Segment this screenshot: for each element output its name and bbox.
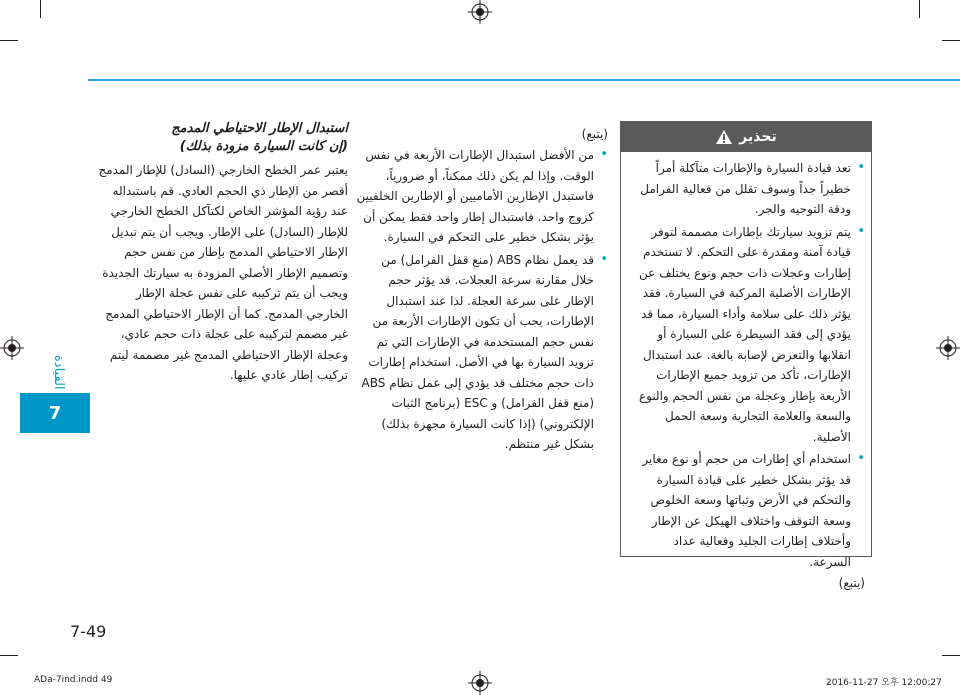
registration-mark-icon bbox=[468, 0, 492, 24]
crop-mark bbox=[0, 655, 18, 656]
page-number: 7-49 bbox=[70, 622, 107, 641]
registration-mark-icon bbox=[468, 671, 492, 695]
crop-mark bbox=[942, 40, 960, 41]
continued-label: (يتبع) bbox=[838, 576, 865, 590]
warning-body bbox=[629, 156, 865, 590]
footer-stamp: 2016-11-27 오후 12:00:27 bbox=[826, 678, 942, 688]
chapter-title: القيادة bbox=[51, 354, 66, 390]
bullet-list bbox=[356, 145, 608, 455]
crop-mark bbox=[0, 40, 18, 41]
list-item: • تعد قيادة السيارة والإطارات متآكلة أمراً خطيراً جداً وسوف تقلل من فعالية الفرامل ودقة التوجيه والجر. bbox=[629, 158, 865, 220]
left-column bbox=[92, 120, 348, 386]
chapter-tab: 7 bbox=[20, 393, 90, 433]
warning-header bbox=[621, 122, 871, 152]
footer-file: ADa-7ind.indd 49 bbox=[34, 675, 113, 685]
registration-mark-icon bbox=[0, 336, 24, 360]
section-heading-sub: (إن كانت السيارة مزودة بذلك) bbox=[179, 139, 348, 154]
list-item: • استخدام أي إطارات من حجم أو نوع مغاير قد يؤثر بشكل خطير على قيادة السيارة والتحكم في الأرض وثباتها وسعة الخلوص وسعة التوقف واختلاف الهيكل عن الإطار وأختلاف إطارات الجليد وفعالية عداد السرعة. bbox=[629, 449, 865, 572]
bullet-list bbox=[629, 158, 865, 572]
section-heading: استبدال الإطار الاحتياطي المدمج bbox=[171, 121, 348, 136]
list-item: • من الأفضل استبدال الإطارات الأربعة في نفس الوقت. وإذا لم يكن ذلك ممكناً، أو ضرورياً، فاستبدل الإطارين الأماميين أو الإطارين الخلفيين كزوج واحد. فاستبدال إطار واحد فقط يمكن أن يؤثر بشكل خطير على التحكم في السيارة. bbox=[356, 145, 608, 248]
list-item: • قد يعمل نظام ABS (منع قفل الفرامل) من خلال مقارنة سرعة العجلات. قد يؤثر حجم الإطار على سرعة العجلة. لذا عند استبدال الإطارات، يجب أن تكون الإطارات الأربعة من نفس حجم المستخدمة في الإطارات التي تم تزويد السيارة بها في الأصل. استخدام إطارات ذات حجم مختلف قد يؤدي إلى عمل نظام ABS (منع قفل الفرامل) و ESC (برنامج الثبات الإلكتروني) (إذا كانت السيارة مجهزة بذلك) بشكل غير منتظم. bbox=[356, 250, 608, 455]
continued-label: (يتبع) bbox=[581, 127, 608, 141]
crop-mark bbox=[942, 655, 960, 656]
crop-mark bbox=[919, 0, 920, 18]
warning-title: تحذير bbox=[739, 129, 777, 145]
warning-box bbox=[620, 121, 872, 590]
header-rule bbox=[88, 79, 960, 81]
registration-mark-icon bbox=[936, 336, 960, 360]
warning-icon bbox=[715, 129, 733, 145]
middle-column bbox=[356, 125, 608, 455]
crop-mark bbox=[40, 0, 41, 18]
body-paragraph: يعتبر عمر الخطح الخارجي (السادل) للإطار المدمج أقصر من الإطار ذي الحجم العادي. قم باستبداله عند رؤية المؤشر الخاص لكتآكل الخطح الخارجي للإطار (السادل) على الإطار. ويجب أن يتم تبديل الإطار الاحتياطي المدمج بإطار من نفس حجم وتصميم الإطار الأصلي المزودة به سيارتك الجديدة ويجب أن يتم تركيبه على نفس عجلة الإطار الخارجي المدمج. كما أن الإطار الاحتياطي المدمج غير مصمم لتركيبه على عجلة ذات حجم عادي، وعجلة الإطار الاحتياطي المدمج غير مصممة ليتم تركيب إطار عادي عليها. bbox=[98, 163, 348, 382]
list-item: • يتم تزويد سيارتك بإطارات مصممة لتوفر قيادة آمنة ومقدرة على التحكم. لا تستخدم إطارات وعجلات ذات حجم ونوع يختلف عن الإطارات الأصلية المركبة في السيارة. فقد يؤثر ذلك على سلامة وأداء السيارة، مما قد يؤدي إلى فقد السيطرة على السيارة أو انقلابها والتعرض لإصابة بالغة. عند استبدال الإطارات، تأكد من تزويد جميع الإطارات الأربعة بإطار وعجلة من نفس الحجم والنوع والسعة والعلامة التجارية وسعة الحمل الأصلية. bbox=[629, 222, 865, 448]
